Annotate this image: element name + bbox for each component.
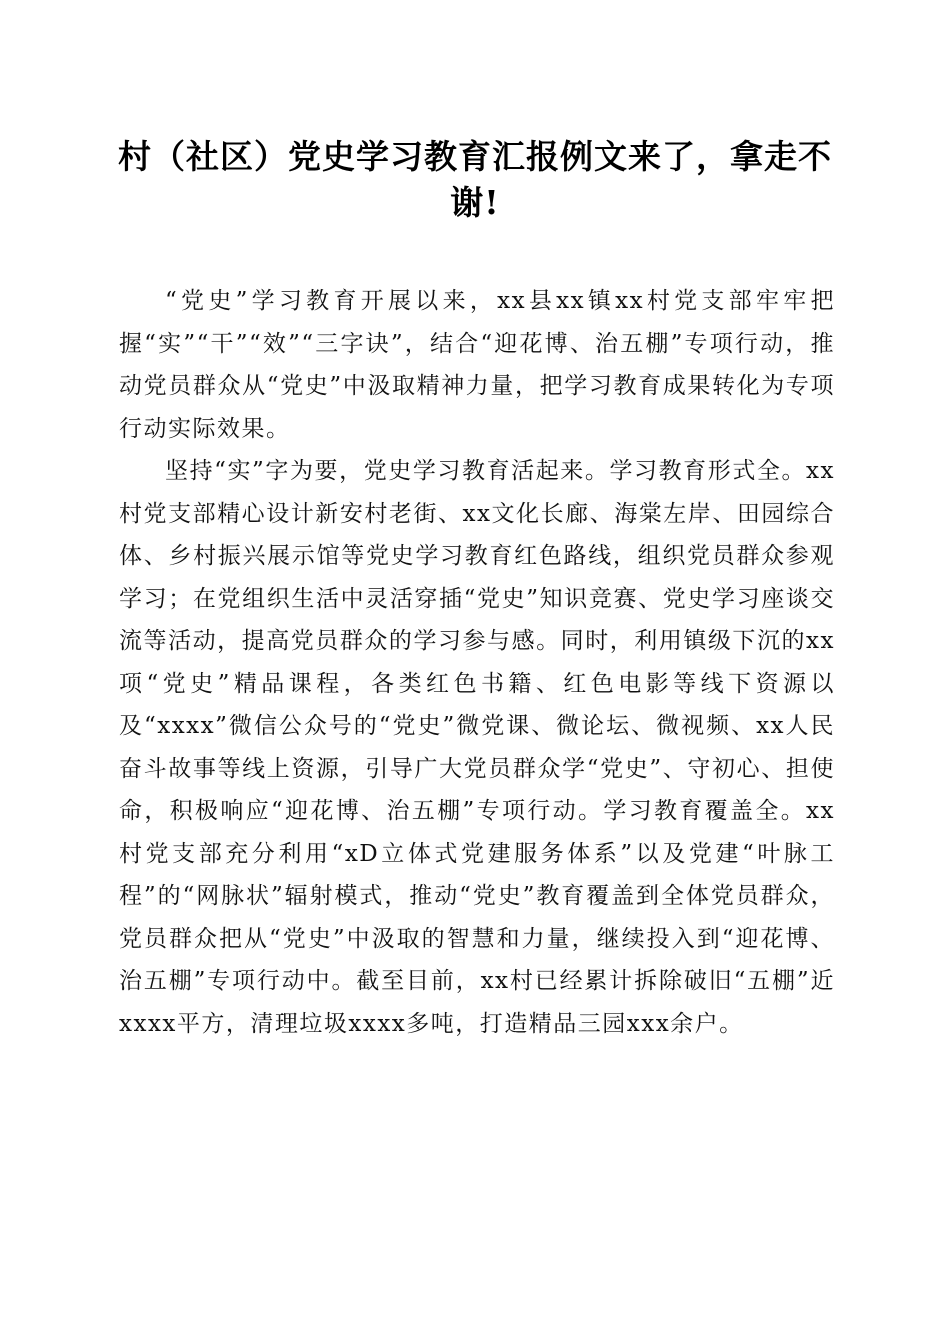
paragraph-intro: “党史”学习教育开展以来，xx县xx镇xx村党支部牢牢把握“实”“干”“效”“三字诀”，结合“迎花博、治五棚”专项行动，推动党员群众从“党史”中汲取精神力量，把学习教育成果转化为专项行动实际效果。: [119, 288, 835, 442]
document-title: 村（社区）党史学习教育汇报例文来了，拿走不谢!: [118, 137, 832, 222]
paragraph-shi: 坚持“实”字为要，党史学习教育活起来。学习教育形式全。xx村党支部精心设计新安村老街、xx文化长廊、海棠左岸、田园综合体、乡村振兴展示馆等党史学习教育红色路线，组织党员群众参观学习；在党组织生活中灵活穿插“党史”知识竞赛、党史学习座谈交流等活动，提高党员群众的学习参与感。同时，利用镇级下沉的xx项“党史”精品课程，各类红色书籍、红色电影等线下资源以及“xxxx”微信公众号的“党史”微党课、微论坛、微视频、xx人民奋斗故事等线上资源，引导广大党员群众学“党史”、守初心、担使命，积极响应“迎花博、治五棚”专项行动。学习教育覆盖全。xx村党支部充分利用“xD立体式党建服务体系”以及党建“叶脉工程”的“网脉状”辐射模式，推动“党史”教育覆盖到全体党员群众，党员群众把从“党史”中汲取的智慧和力量，继续投入到“迎花博、治五棚”专项行动中。截至目前，xx村已经累计拆除破旧“五棚”近xxxx平方，清理垃圾xxxx多吨，打造精品三园xxx余户。: [119, 458, 835, 1037]
document-body: [119, 280, 835, 1045]
